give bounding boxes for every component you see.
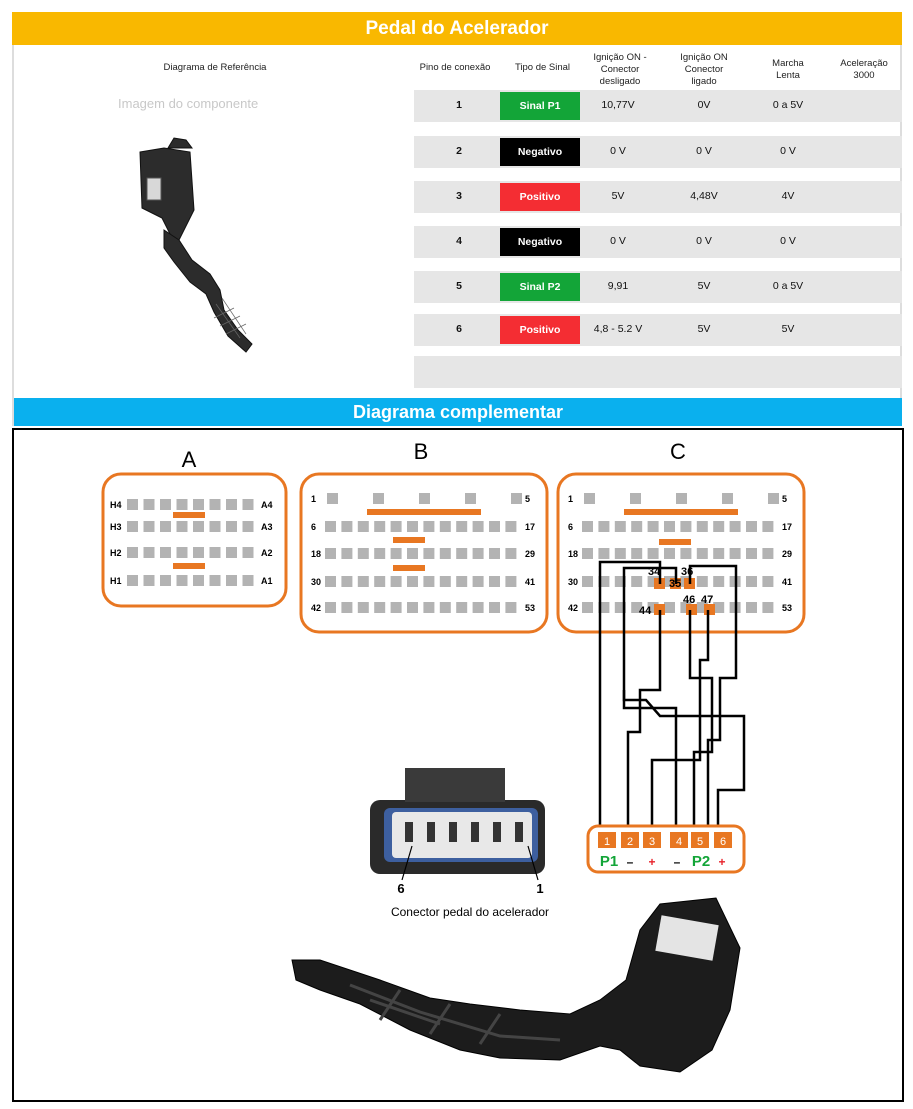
connector-pin	[582, 602, 593, 613]
connector-pin	[226, 499, 237, 510]
connector-pin	[584, 493, 595, 504]
connector-pin	[144, 499, 155, 510]
connector-pin	[144, 547, 155, 558]
connector-pin	[144, 575, 155, 586]
connector-pin	[341, 576, 352, 587]
connector-pin	[391, 548, 402, 559]
connector-terminal	[449, 822, 457, 842]
connector-pin	[160, 499, 171, 510]
pedal-pin-sign: P1	[599, 853, 619, 870]
header-ign-off: Ignição ON - Conector desligado	[593, 52, 647, 87]
row-label: A1	[261, 576, 273, 586]
connector-pin	[713, 548, 724, 559]
connector-pin	[440, 548, 451, 559]
connector-pin	[511, 493, 522, 504]
connector-pin	[226, 547, 237, 558]
connector-pin	[243, 575, 254, 586]
connector-pin6-label: 6	[397, 881, 405, 896]
signal-type-badge: Positivo	[500, 183, 580, 211]
bus-bar	[659, 539, 691, 545]
row-label: 18	[311, 549, 322, 559]
row-label: A3	[261, 522, 273, 532]
connector-pin	[407, 548, 418, 559]
row-label: 42	[568, 603, 579, 613]
value-ign-on: 5V	[697, 280, 711, 292]
pedal-pin-sign: +	[648, 855, 656, 869]
pin-number: 5	[456, 280, 462, 292]
connector-pin	[648, 521, 659, 532]
header-ref: Diagrama de Referência	[163, 62, 267, 73]
connector-pin	[391, 521, 402, 532]
connector-pin	[160, 521, 171, 532]
row-label: 53	[525, 603, 536, 613]
pin-number: 1	[456, 99, 462, 111]
connector-pin	[358, 602, 369, 613]
connector-label: C	[670, 439, 686, 464]
connector-pin	[505, 602, 516, 613]
bus-bar	[173, 563, 205, 569]
pin-number: 3	[456, 190, 462, 202]
connector-pin	[746, 548, 757, 559]
pedal-pin-number: 3	[648, 836, 656, 848]
connector-pin	[582, 576, 593, 587]
value-ign-on: 0V	[697, 99, 711, 111]
row-label: A2	[261, 548, 273, 558]
connector-pin	[456, 576, 467, 587]
signal-type-badge: Sinal P2	[500, 273, 580, 301]
connector-pin	[664, 602, 675, 613]
header-idle: Marcha Lenta	[772, 58, 804, 81]
connector-pin	[341, 602, 352, 613]
connector-pin	[325, 521, 336, 532]
signal-type-badge: Negativo	[500, 138, 580, 166]
connector-pin	[160, 547, 171, 558]
connector-pin	[407, 602, 418, 613]
connector-pin	[456, 602, 467, 613]
connector-pin	[243, 521, 254, 532]
connector-terminal	[493, 822, 501, 842]
row-label: 30	[568, 577, 579, 587]
row-label: 5	[525, 494, 531, 504]
row-label: 41	[525, 577, 536, 587]
connector-pin	[243, 499, 254, 510]
connector-pin	[456, 548, 467, 559]
connector-terminal	[515, 822, 523, 842]
connector-pin	[713, 521, 724, 532]
pedal-pin-number: 4	[675, 836, 683, 848]
connector-pin	[664, 521, 675, 532]
connector-pin	[473, 548, 484, 559]
connector-pin	[177, 499, 188, 510]
bus-bar	[393, 537, 425, 543]
pedal-pin-number: 1	[603, 836, 611, 848]
connector-pin	[127, 575, 138, 586]
connector-pin	[762, 521, 773, 532]
connector-pin	[473, 602, 484, 613]
value-ign-off: 10,77V	[601, 99, 635, 111]
connector-pin	[226, 521, 237, 532]
connector-pin	[680, 521, 691, 532]
row-label: 6	[311, 522, 317, 532]
connector-pin	[664, 548, 675, 559]
header-ign-on: Ignição ON Conector ligado	[680, 52, 728, 87]
connector-pin	[358, 576, 369, 587]
connector-pin	[210, 499, 221, 510]
value-ign-off: 4,8 - 5.2 V	[593, 323, 643, 335]
connector-pin	[465, 493, 476, 504]
value-ign-on: 4,48V	[690, 190, 718, 202]
row-label: H1	[110, 576, 122, 586]
connector-pin	[473, 521, 484, 532]
pedal-pin-number: 2	[626, 836, 634, 848]
row-label: H2	[110, 548, 122, 558]
connector-pin	[762, 602, 773, 613]
connector-pin	[615, 548, 626, 559]
value-ign-off: 0 V	[610, 235, 626, 247]
connector-pin	[676, 493, 687, 504]
signal-type-badge: Sinal P1	[500, 92, 580, 120]
connector-pin	[177, 575, 188, 586]
bus-bar	[393, 565, 425, 571]
row-label: 30	[311, 577, 322, 587]
connector-pin	[615, 521, 626, 532]
value-idle: 0 V	[780, 235, 796, 247]
connector-pin	[341, 521, 352, 532]
connector-latch	[405, 768, 505, 802]
row-label: H3	[110, 522, 122, 532]
connector-pin	[582, 548, 593, 559]
value-ign-off: 5V	[611, 190, 625, 202]
connector-pin	[177, 521, 188, 532]
connector-pin	[697, 548, 708, 559]
connector-pin	[423, 602, 434, 613]
row-label: 6	[568, 522, 574, 532]
row-label: 41	[782, 577, 793, 587]
connector-caption: Conector pedal do acelerador	[390, 905, 550, 919]
ecu-pin-number: 35	[669, 578, 682, 590]
wire	[628, 610, 660, 835]
value-ign-off: 9,91	[607, 280, 629, 292]
connector-label: B	[413, 439, 429, 464]
connector-pin	[423, 548, 434, 559]
connector-terminal	[427, 822, 435, 842]
connector-pin	[358, 521, 369, 532]
pedal-pin-sign: +	[718, 855, 726, 869]
value-ign-on: 5V	[697, 323, 711, 335]
connector-pin	[391, 602, 402, 613]
header-accel: Aceleração 3000	[840, 58, 888, 81]
connector-terminal	[471, 822, 479, 842]
signal-type-badge: Negativo	[500, 228, 580, 256]
connector-pin	[127, 521, 138, 532]
image-placeholder-caption: Imagem do componente	[118, 96, 259, 111]
ecu-pin-number: 44	[639, 605, 652, 617]
connector-pin	[631, 521, 642, 532]
connector-pin	[746, 576, 757, 587]
connector-pin	[505, 521, 516, 532]
ecu-pin-number: 47	[701, 594, 714, 606]
value-idle: 5V	[781, 323, 795, 335]
connector-pin	[325, 548, 336, 559]
pedal-pin-number: 5	[696, 836, 704, 848]
connector-pin	[127, 547, 138, 558]
row-label: A4	[261, 500, 273, 510]
connector-pin	[489, 576, 500, 587]
connector-pin	[697, 576, 708, 587]
connector-pin	[680, 548, 691, 559]
connector-pin	[193, 547, 204, 558]
connector-pin	[341, 548, 352, 559]
pedal-pin-sign: –	[626, 855, 634, 869]
connector-pin	[440, 602, 451, 613]
pin-number: 6	[456, 323, 462, 335]
connector-pin	[598, 521, 609, 532]
connector-pin	[374, 602, 385, 613]
pedal-pin-number: 6	[719, 836, 727, 848]
connector-pin	[722, 493, 733, 504]
connector-pin	[177, 547, 188, 558]
connector-pin	[193, 575, 204, 586]
connector-pin	[210, 547, 221, 558]
connector-pin	[407, 521, 418, 532]
wire	[624, 690, 676, 835]
connector-pin	[210, 575, 221, 586]
pin-number: 4	[456, 235, 462, 247]
connector-pin	[440, 576, 451, 587]
connector-pin	[127, 499, 138, 510]
page-title: Pedal do Acelerador	[12, 12, 902, 45]
row-label: H4	[110, 500, 122, 510]
ecu-pin-number: 46	[683, 594, 696, 606]
connector-pin	[358, 548, 369, 559]
signal-type-badge: Positivo	[500, 316, 580, 344]
connector-terminal	[405, 822, 413, 842]
connector-pin	[456, 521, 467, 532]
ecu-pin-number: 36	[681, 566, 694, 578]
value-idle: 4V	[781, 190, 795, 202]
row-label: 5	[782, 494, 788, 504]
connector-pin	[391, 576, 402, 587]
connector-pin	[746, 602, 757, 613]
row-label: 29	[782, 549, 793, 559]
row-label: 29	[525, 549, 536, 559]
connector-pin	[489, 548, 500, 559]
bus-bar	[173, 512, 205, 518]
connector-pin	[210, 521, 221, 532]
row-label: 1	[311, 494, 317, 504]
bus-bar	[624, 509, 738, 515]
value-idle: 0 V	[780, 145, 796, 157]
connector-a-label: A	[181, 447, 197, 472]
connector-pin	[325, 602, 336, 613]
connector-pin	[730, 548, 741, 559]
connector-pin	[423, 576, 434, 587]
connector-pin	[374, 521, 385, 532]
pedal-pin-sign: –	[673, 855, 681, 869]
row-label: 42	[311, 603, 322, 613]
value-ign-on: 0 V	[696, 145, 712, 157]
pedal-pin-sign: P2	[691, 853, 711, 870]
connector-pin	[407, 576, 418, 587]
connector-pin	[193, 499, 204, 510]
connector-pin	[440, 521, 451, 532]
row-label: 17	[525, 522, 536, 532]
row-label: 17	[782, 522, 793, 532]
connector-pin	[762, 576, 773, 587]
connector-pin	[631, 548, 642, 559]
connector-pin	[768, 493, 779, 504]
header-signal: Tipo de Sinal	[514, 62, 571, 73]
value-idle: 0 a 5V	[772, 280, 804, 292]
connector-pin	[160, 575, 171, 586]
connector-pin	[374, 548, 385, 559]
connector-pin	[226, 575, 237, 586]
connector-pin	[598, 548, 609, 559]
connector-pin	[630, 493, 641, 504]
connector-pin	[325, 576, 336, 587]
connector-a	[103, 474, 286, 606]
connector-pin	[730, 521, 741, 532]
value-ign-on: 0 V	[696, 235, 712, 247]
connector-pin	[193, 521, 204, 532]
value-idle: 0 a 5V	[772, 99, 804, 111]
connector-pin	[327, 493, 338, 504]
connector-pin	[243, 547, 254, 558]
connector-pin	[419, 493, 430, 504]
connector-pin	[489, 602, 500, 613]
connector-pin	[423, 521, 434, 532]
connector-pin	[762, 548, 773, 559]
header-pin: Pino de conexão	[419, 62, 491, 73]
connector-pin	[505, 548, 516, 559]
connector-pin	[473, 576, 484, 587]
connector-pin	[373, 493, 384, 504]
section-title-complement: Diagrama complementar	[14, 398, 902, 426]
row-label: 18	[568, 549, 579, 559]
connector-pin	[144, 521, 155, 532]
connector-pin	[648, 548, 659, 559]
connector-pin	[631, 576, 642, 587]
connector-pin	[374, 576, 385, 587]
connector-pin	[713, 576, 724, 587]
connector-pin	[746, 521, 757, 532]
value-ign-off: 0 V	[610, 145, 626, 157]
row-label: 1	[568, 494, 574, 504]
row-label: 53	[782, 603, 793, 613]
connector-pin	[697, 521, 708, 532]
bus-bar	[367, 509, 481, 515]
connector-pin	[489, 521, 500, 532]
connector-pin	[582, 521, 593, 532]
ecu-pin-number: 34	[648, 566, 661, 578]
pin-number: 2	[456, 145, 462, 157]
connector-pin	[505, 576, 516, 587]
connector-pin1-label: 1	[536, 881, 544, 896]
